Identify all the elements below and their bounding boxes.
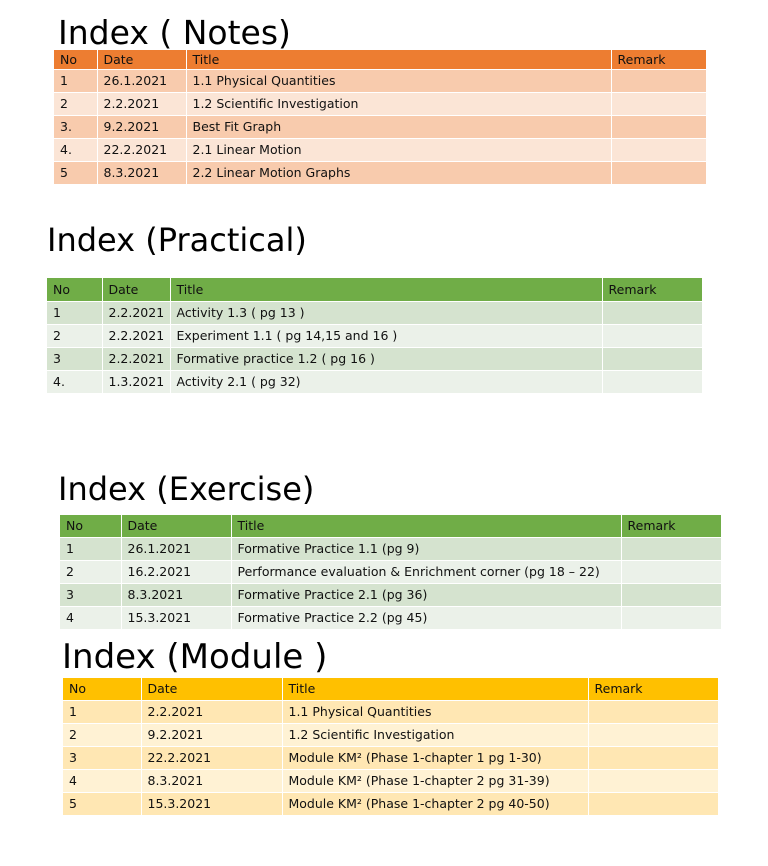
table-row <box>63 746 718 769</box>
table-row <box>63 723 718 746</box>
cell-remark <box>588 769 718 792</box>
cell-title: Best Fit Graph <box>186 115 611 138</box>
cell-remark <box>602 301 702 324</box>
cell-date: 26.1.2021 <box>121 537 231 560</box>
cell-remark <box>602 324 702 347</box>
cell-remark <box>611 69 706 92</box>
cell-no: 1 <box>63 700 141 723</box>
cell-title: Formative Practice 1.1 (pg 9) <box>231 537 621 560</box>
table-row <box>54 69 706 92</box>
exercise-index-title: Index (Exercise) <box>58 470 315 508</box>
column-header-remark: Remark <box>602 278 702 301</box>
column-header-title: Title <box>170 278 602 301</box>
cell-title: Activity 2.1 ( pg 32) <box>170 370 602 393</box>
notes-index-title: Index ( Notes) <box>58 13 291 52</box>
cell-title: 2.2 Linear Motion Graphs <box>186 161 611 184</box>
cell-no: 2 <box>60 560 121 583</box>
cell-no: 4 <box>63 769 141 792</box>
cell-remark <box>588 723 718 746</box>
cell-date: 1.3.2021 <box>102 370 170 393</box>
cell-no: 2 <box>63 723 141 746</box>
column-header-no: No <box>54 50 97 69</box>
cell-date: 22.2.2021 <box>141 746 282 769</box>
cell-no: 1 <box>47 301 102 324</box>
column-header-no: No <box>47 278 102 301</box>
cell-title: Activity 1.3 ( pg 13 ) <box>170 301 602 324</box>
module-header-row <box>63 678 718 700</box>
cell-title: Module KM² (Phase 1-chapter 2 pg 31-39) <box>282 769 588 792</box>
table-row <box>60 537 721 560</box>
cell-date: 2.2.2021 <box>102 347 170 370</box>
cell-no: 1 <box>54 69 97 92</box>
exercise-header-row <box>60 515 721 537</box>
cell-title: Module KM² (Phase 1-chapter 1 pg 1-30) <box>282 746 588 769</box>
cell-date: 8.3.2021 <box>97 161 186 184</box>
cell-remark <box>602 370 702 393</box>
cell-date: 16.2.2021 <box>121 560 231 583</box>
table-row <box>54 138 706 161</box>
cell-title: 1.1 Physical Quantities <box>282 700 588 723</box>
notes-index-table <box>54 50 706 185</box>
cell-remark <box>621 606 721 629</box>
cell-no: 4 <box>60 606 121 629</box>
column-header-title: Title <box>231 515 621 537</box>
cell-title: Module KM² (Phase 1-chapter 2 pg 40-50) <box>282 792 588 815</box>
cell-title: 1.1 Physical Quantities <box>186 69 611 92</box>
column-header-no: No <box>63 678 141 700</box>
cell-no: 4. <box>47 370 102 393</box>
cell-date: 8.3.2021 <box>141 769 282 792</box>
cell-no: 4. <box>54 138 97 161</box>
practical-header-row <box>47 278 702 301</box>
practical-index-table <box>47 278 702 394</box>
cell-date: 26.1.2021 <box>97 69 186 92</box>
column-header-date: Date <box>102 278 170 301</box>
column-header-date: Date <box>121 515 231 537</box>
cell-date: 22.2.2021 <box>97 138 186 161</box>
table-row <box>47 347 702 370</box>
cell-no: 2 <box>54 92 97 115</box>
table-row <box>54 115 706 138</box>
column-header-no: No <box>60 515 121 537</box>
cell-no: 3 <box>63 746 141 769</box>
cell-no: 3 <box>47 347 102 370</box>
column-header-title: Title <box>282 678 588 700</box>
cell-remark <box>588 700 718 723</box>
cell-no: 1 <box>60 537 121 560</box>
cell-remark <box>602 347 702 370</box>
cell-no: 5 <box>54 161 97 184</box>
cell-remark <box>621 537 721 560</box>
cell-date: 15.3.2021 <box>121 606 231 629</box>
cell-date: 8.3.2021 <box>121 583 231 606</box>
cell-date: 2.2.2021 <box>102 324 170 347</box>
cell-title: Performance evaluation & Enrichment corner (pg 18 – 22) <box>231 560 621 583</box>
column-header-title: Title <box>186 50 611 69</box>
table-row <box>47 370 702 393</box>
table-row <box>47 324 702 347</box>
cell-no: 5 <box>63 792 141 815</box>
column-header-remark: Remark <box>611 50 706 69</box>
cell-title: 2.1 Linear Motion <box>186 138 611 161</box>
cell-title: 1.2 Scientific Investigation <box>186 92 611 115</box>
cell-remark <box>621 583 721 606</box>
module-index-title: Index (Module ) <box>62 637 328 677</box>
cell-no: 3 <box>60 583 121 606</box>
cell-date: 2.2.2021 <box>141 700 282 723</box>
cell-date: 15.3.2021 <box>141 792 282 815</box>
exercise-index-table <box>60 515 721 630</box>
cell-title: Formative Practice 2.2 (pg 45) <box>231 606 621 629</box>
cell-remark <box>588 792 718 815</box>
cell-remark <box>588 746 718 769</box>
cell-remark <box>611 138 706 161</box>
cell-date: 9.2.2021 <box>141 723 282 746</box>
cell-title: Experiment 1.1 ( pg 14,15 and 16 ) <box>170 324 602 347</box>
table-row <box>54 92 706 115</box>
column-header-date: Date <box>97 50 186 69</box>
notes-header-row <box>54 50 706 69</box>
cell-title: Formative practice 1.2 ( pg 16 ) <box>170 347 602 370</box>
cell-remark <box>611 115 706 138</box>
column-header-date: Date <box>141 678 282 700</box>
table-row <box>60 583 721 606</box>
module-index-table <box>63 678 718 816</box>
cell-date: 9.2.2021 <box>97 115 186 138</box>
cell-remark <box>611 161 706 184</box>
cell-title: 1.2 Scientific Investigation <box>282 723 588 746</box>
table-row <box>63 792 718 815</box>
table-row <box>63 700 718 723</box>
cell-remark <box>621 560 721 583</box>
table-row <box>54 161 706 184</box>
table-row <box>47 301 702 324</box>
cell-date: 2.2.2021 <box>102 301 170 324</box>
column-header-remark: Remark <box>621 515 721 537</box>
cell-no: 2 <box>47 324 102 347</box>
table-row <box>63 769 718 792</box>
table-row <box>60 560 721 583</box>
cell-remark <box>611 92 706 115</box>
table-row <box>60 606 721 629</box>
cell-date: 2.2.2021 <box>97 92 186 115</box>
cell-no: 3. <box>54 115 97 138</box>
cell-title: Formative Practice 2.1 (pg 36) <box>231 583 621 606</box>
column-header-remark: Remark <box>588 678 718 700</box>
practical-index-title: Index (Practical) <box>47 221 307 259</box>
